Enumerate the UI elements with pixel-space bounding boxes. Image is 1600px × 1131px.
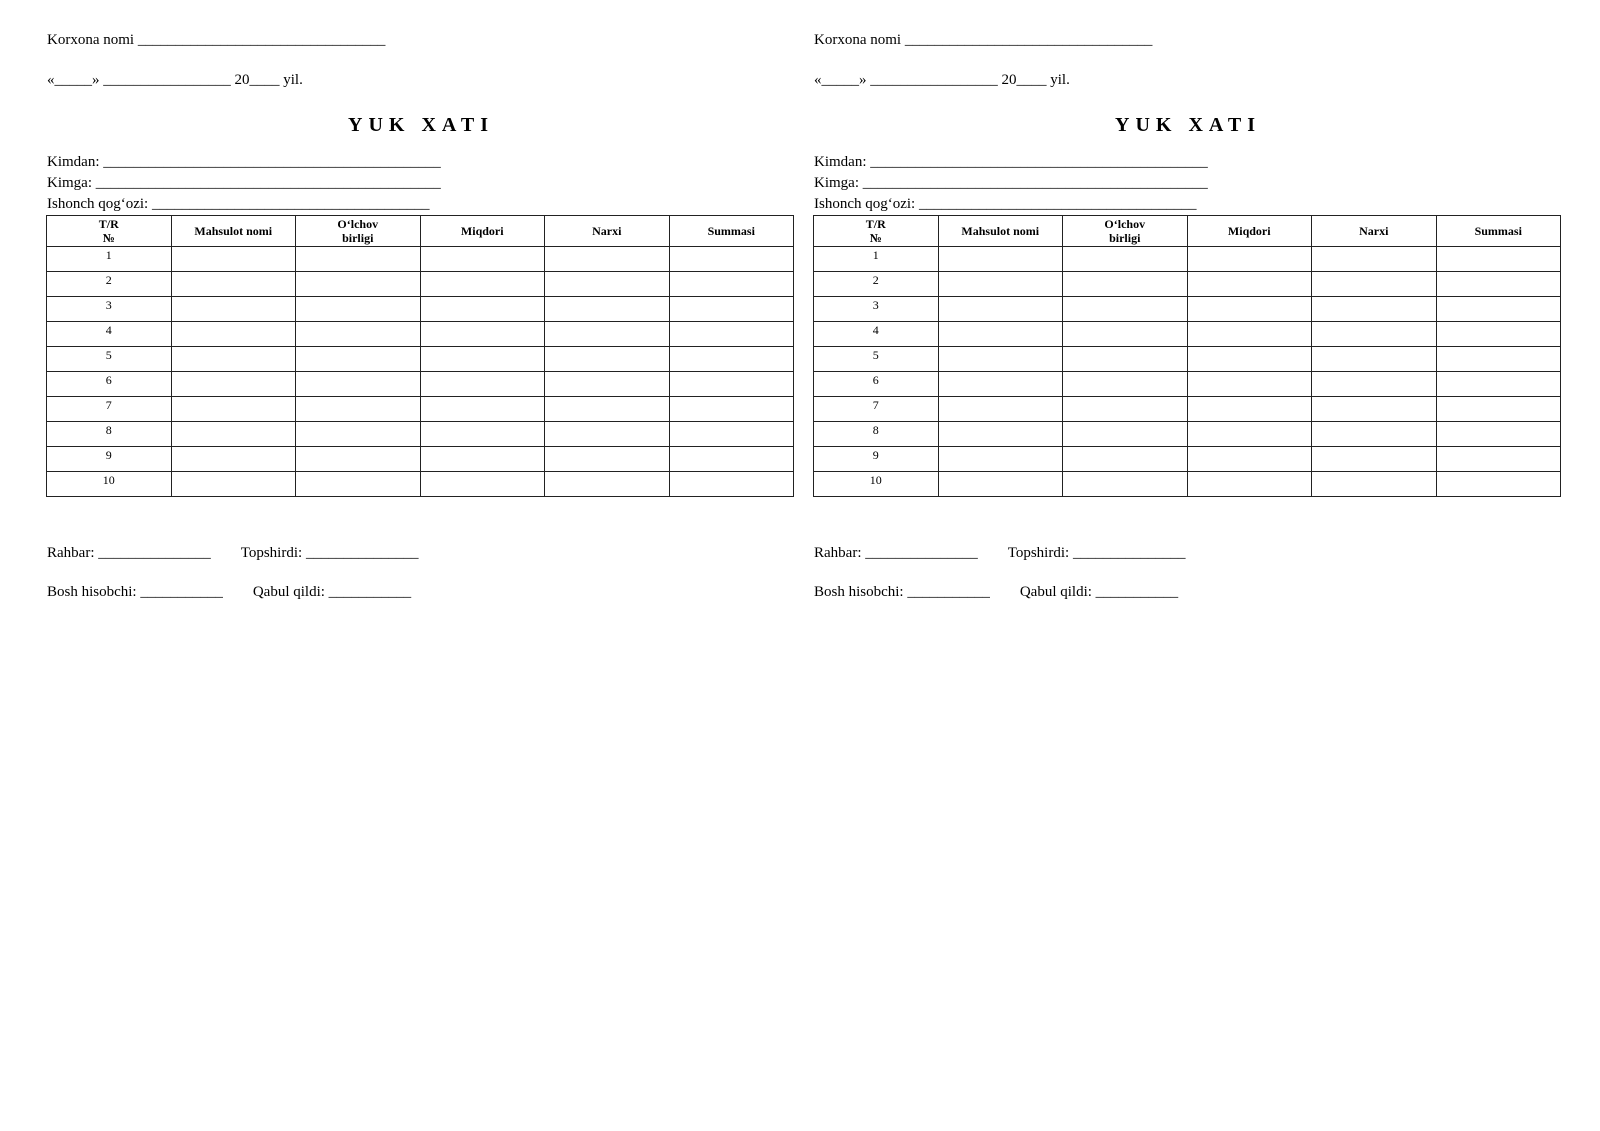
cell-product-name[interactable]: [171, 322, 296, 347]
cell-product-name[interactable]: [938, 372, 1063, 397]
goods-table-body: [47, 247, 794, 497]
cell-number: 1: [814, 247, 939, 272]
column-amount-header: Summasi: [669, 216, 794, 247]
cell-number: 8: [814, 422, 939, 447]
cell-number: 9: [47, 447, 172, 472]
cell-quantity[interactable]: [420, 472, 545, 497]
cell-amount[interactable]: [1436, 347, 1561, 372]
cell-amount[interactable]: [669, 472, 794, 497]
cell-price[interactable]: [545, 247, 670, 272]
from-blank[interactable]: _____________________________________________: [103, 154, 441, 170]
cell-number: 7: [814, 397, 939, 422]
cell-amount[interactable]: [1436, 422, 1561, 447]
received-label: Qabul qildi:: [252, 584, 329, 600]
goods-table-body: [814, 247, 1561, 497]
cell-quantity[interactable]: [1187, 347, 1312, 372]
cell-amount[interactable]: [669, 347, 794, 372]
cell-number: 10: [47, 472, 172, 497]
cell-price[interactable]: [1312, 447, 1437, 472]
proxy-label: Ishonch qog‘ozi:: [814, 196, 919, 212]
column-unit-header: O‘lchov birligi: [296, 216, 421, 247]
cell-amount[interactable]: [669, 297, 794, 322]
table-row: [47, 347, 794, 372]
cell-product-name[interactable]: [171, 397, 296, 422]
cell-product-name[interactable]: [938, 322, 1063, 347]
from-line: [47, 152, 795, 173]
column-price-header: Narxi: [545, 216, 670, 247]
column-amount-header: Summasi: [1436, 216, 1561, 247]
cell-number: 2: [814, 272, 939, 297]
handed-over-blank[interactable]: _______________: [1072, 545, 1186, 561]
cell-unit[interactable]: [296, 447, 421, 472]
cell-price[interactable]: [1312, 272, 1437, 297]
column-unit-header: O‘lchov birligi: [1063, 216, 1188, 247]
received-blank[interactable]: ___________: [328, 584, 412, 600]
cell-number: 9: [814, 447, 939, 472]
cell-unit[interactable]: [296, 472, 421, 497]
cell-quantity[interactable]: [1187, 372, 1312, 397]
cell-amount[interactable]: [669, 372, 794, 397]
cell-number: 3: [47, 297, 172, 322]
from-blank[interactable]: _____________________________________________: [870, 154, 1208, 170]
cell-quantity[interactable]: [1187, 322, 1312, 347]
proxy-label: Ishonch qog‘ozi:: [47, 196, 152, 212]
cell-quantity[interactable]: [420, 297, 545, 322]
table-row: [47, 272, 794, 297]
cell-amount[interactable]: [1436, 272, 1561, 297]
company-blank[interactable]: _________________________________: [904, 32, 1153, 48]
cell-product-name[interactable]: [171, 272, 296, 297]
cell-unit[interactable]: [1063, 297, 1188, 322]
cell-unit[interactable]: [1063, 372, 1188, 397]
table-row: [47, 472, 794, 497]
chief-accountant-label: Bosh hisobchi:: [814, 584, 908, 600]
cell-unit[interactable]: [296, 422, 421, 447]
cell-product-name[interactable]: [938, 347, 1063, 372]
cell-quantity[interactable]: [420, 347, 545, 372]
table-row: [47, 372, 794, 397]
table-row: [47, 397, 794, 422]
company-line: [47, 30, 795, 50]
cell-unit[interactable]: [1063, 397, 1188, 422]
cell-product-name[interactable]: [938, 247, 1063, 272]
cell-price[interactable]: [1312, 472, 1437, 497]
table-row: [814, 422, 1561, 447]
cell-amount[interactable]: [1436, 397, 1561, 422]
goods-table-header: [814, 216, 1561, 247]
cell-quantity[interactable]: [420, 322, 545, 347]
column-product-name-header: Mahsulot nomi: [938, 216, 1063, 247]
cell-amount[interactable]: [1436, 247, 1561, 272]
cell-amount[interactable]: [1436, 322, 1561, 347]
date-line[interactable]: «_____» _________________ 20____ yil.: [47, 72, 303, 88]
cell-amount[interactable]: [669, 447, 794, 472]
cell-quantity[interactable]: [420, 272, 545, 297]
cell-price[interactable]: [545, 347, 670, 372]
cell-quantity[interactable]: [420, 372, 545, 397]
cell-product-name[interactable]: [938, 272, 1063, 297]
cell-unit[interactable]: [296, 272, 421, 297]
handed-over-label: Topshirdi:: [1007, 545, 1073, 561]
cell-quantity[interactable]: [1187, 447, 1312, 472]
cell-product-name[interactable]: [938, 297, 1063, 322]
from-label: Kimdan:: [47, 154, 104, 170]
cell-product-name[interactable]: [938, 422, 1063, 447]
cell-product-name[interactable]: [171, 297, 296, 322]
director-blank[interactable]: _______________: [98, 545, 211, 561]
to-line: [47, 173, 795, 194]
table-row: [47, 447, 794, 472]
cell-price[interactable]: [545, 472, 670, 497]
table-row: [814, 297, 1561, 322]
goods-table: [813, 215, 1561, 497]
cell-amount[interactable]: [669, 422, 794, 447]
company-line: [814, 30, 1562, 50]
cell-quantity[interactable]: [1187, 422, 1312, 447]
cell-product-name[interactable]: [171, 472, 296, 497]
table-row: [47, 322, 794, 347]
cell-price[interactable]: [545, 372, 670, 397]
to-blank[interactable]: ______________________________________________: [862, 175, 1208, 191]
from-label: Kimdan:: [814, 154, 871, 170]
cell-unit[interactable]: [296, 397, 421, 422]
handed-over-label: Topshirdi:: [240, 545, 306, 561]
document-title: YUK XATI: [348, 114, 494, 136]
cell-unit[interactable]: [296, 347, 421, 372]
cell-number: 10: [814, 472, 939, 497]
cell-price[interactable]: [545, 422, 670, 447]
table-row: [814, 372, 1561, 397]
goods-table: [46, 215, 794, 497]
cell-product-name[interactable]: [171, 372, 296, 397]
cell-number: 6: [47, 372, 172, 397]
cell-price[interactable]: [545, 397, 670, 422]
table-row: [814, 272, 1561, 297]
table-row: [47, 297, 794, 322]
cell-product-name[interactable]: [938, 447, 1063, 472]
company-blank[interactable]: _________________________________: [137, 32, 386, 48]
cell-quantity[interactable]: [1187, 247, 1312, 272]
cell-quantity[interactable]: [1187, 297, 1312, 322]
to-label: Kimga:: [47, 175, 96, 191]
table-row: [814, 472, 1561, 497]
to-label: Kimga:: [814, 175, 863, 191]
column-price-header: Narxi: [1312, 216, 1437, 247]
company-label: Korxona nomi: [814, 32, 905, 48]
cell-number: 7: [47, 397, 172, 422]
cell-price[interactable]: [1312, 322, 1437, 347]
signature-row-2: [47, 582, 795, 602]
table-row: [814, 322, 1561, 347]
cell-unit[interactable]: [296, 322, 421, 347]
cell-product-name[interactable]: [938, 472, 1063, 497]
cell-price[interactable]: [1312, 247, 1437, 272]
cell-price[interactable]: [1312, 372, 1437, 397]
cell-amount[interactable]: [1436, 372, 1561, 397]
cell-product-name[interactable]: [938, 397, 1063, 422]
cell-quantity[interactable]: [420, 247, 545, 272]
director-label: Rahbar:: [814, 545, 866, 561]
cell-number: 1: [47, 247, 172, 272]
cell-quantity[interactable]: [1187, 397, 1312, 422]
cell-price[interactable]: [545, 272, 670, 297]
received-label: Qabul qildi:: [1019, 584, 1096, 600]
chief-accountant-blank[interactable]: ___________: [907, 584, 990, 600]
table-row: [47, 422, 794, 447]
director-label: Rahbar:: [47, 545, 99, 561]
cell-product-name[interactable]: [171, 447, 296, 472]
cell-amount[interactable]: [1436, 447, 1561, 472]
cell-unit[interactable]: [296, 247, 421, 272]
cell-unit[interactable]: [296, 372, 421, 397]
proxy-line: [814, 194, 1562, 215]
cell-price[interactable]: [545, 447, 670, 472]
cell-number: 2: [47, 272, 172, 297]
cell-quantity[interactable]: [1187, 272, 1312, 297]
signature-row-1: [814, 543, 1562, 563]
cell-number: 4: [47, 322, 172, 347]
cell-unit[interactable]: [1063, 447, 1188, 472]
table-row: [814, 347, 1561, 372]
cell-price[interactable]: [545, 297, 670, 322]
cell-quantity[interactable]: [420, 422, 545, 447]
signature-row-1: [47, 543, 795, 563]
cell-unit[interactable]: [1063, 422, 1188, 447]
cell-unit[interactable]: [1063, 472, 1188, 497]
company-label: Korxona nomi: [47, 32, 138, 48]
proxy-blank[interactable]: _____________________________________: [918, 196, 1197, 212]
received-blank[interactable]: ___________: [1095, 584, 1179, 600]
cell-product-name[interactable]: [171, 247, 296, 272]
table-row: [814, 397, 1561, 422]
to-line: [814, 173, 1562, 194]
from-line: [814, 152, 1562, 173]
cell-quantity[interactable]: [420, 397, 545, 422]
table-row: [47, 247, 794, 272]
cell-unit[interactable]: [1063, 272, 1188, 297]
column-quantity-header: Miqdori: [420, 216, 545, 247]
cell-unit[interactable]: [1063, 247, 1188, 272]
cell-product-name[interactable]: [171, 422, 296, 447]
cell-number: 6: [814, 372, 939, 397]
cell-unit[interactable]: [1063, 347, 1188, 372]
column-quantity-header: Miqdori: [1187, 216, 1312, 247]
director-blank[interactable]: _______________: [865, 545, 978, 561]
cell-price[interactable]: [545, 322, 670, 347]
cell-quantity[interactable]: [420, 447, 545, 472]
chief-accountant-blank[interactable]: ___________: [140, 584, 223, 600]
cell-price[interactable]: [1312, 297, 1437, 322]
column-number-header: T/R №: [814, 216, 939, 247]
cell-number: 3: [814, 297, 939, 322]
table-row: [814, 447, 1561, 472]
date-line[interactable]: «_____» _________________ 20____ yil.: [814, 72, 1070, 88]
cell-number: 4: [814, 322, 939, 347]
signature-row-2: [814, 582, 1562, 602]
cell-product-name[interactable]: [171, 347, 296, 372]
cell-unit[interactable]: [296, 297, 421, 322]
cell-number: 5: [47, 347, 172, 372]
handed-over-blank[interactable]: _______________: [305, 545, 419, 561]
cell-price[interactable]: [1312, 397, 1437, 422]
cell-amount[interactable]: [669, 247, 794, 272]
cell-amount[interactable]: [669, 322, 794, 347]
column-product-name-header: Mahsulot nomi: [171, 216, 296, 247]
cell-amount[interactable]: [669, 397, 794, 422]
chief-accountant-label: Bosh hisobchi:: [47, 584, 141, 600]
proxy-blank[interactable]: _____________________________________: [151, 196, 430, 212]
cell-amount[interactable]: [1436, 472, 1561, 497]
cell-price[interactable]: [1312, 347, 1437, 372]
document-title: YUK XATI: [1115, 114, 1261, 136]
goods-table-header: [47, 216, 794, 247]
to-blank[interactable]: ______________________________________________: [95, 175, 441, 191]
cell-number: 5: [814, 347, 939, 372]
cell-amount[interactable]: [669, 272, 794, 297]
cell-unit[interactable]: [1063, 322, 1188, 347]
waybill-form-right: [814, 30, 1562, 602]
column-number-header: T/R №: [47, 216, 172, 247]
waybill-form-left: [47, 30, 795, 602]
table-row: [814, 247, 1561, 272]
cell-price[interactable]: [1312, 422, 1437, 447]
cell-amount[interactable]: [1436, 297, 1561, 322]
cell-number: 8: [47, 422, 172, 447]
cell-quantity[interactable]: [1187, 472, 1312, 497]
proxy-line: [47, 194, 795, 215]
